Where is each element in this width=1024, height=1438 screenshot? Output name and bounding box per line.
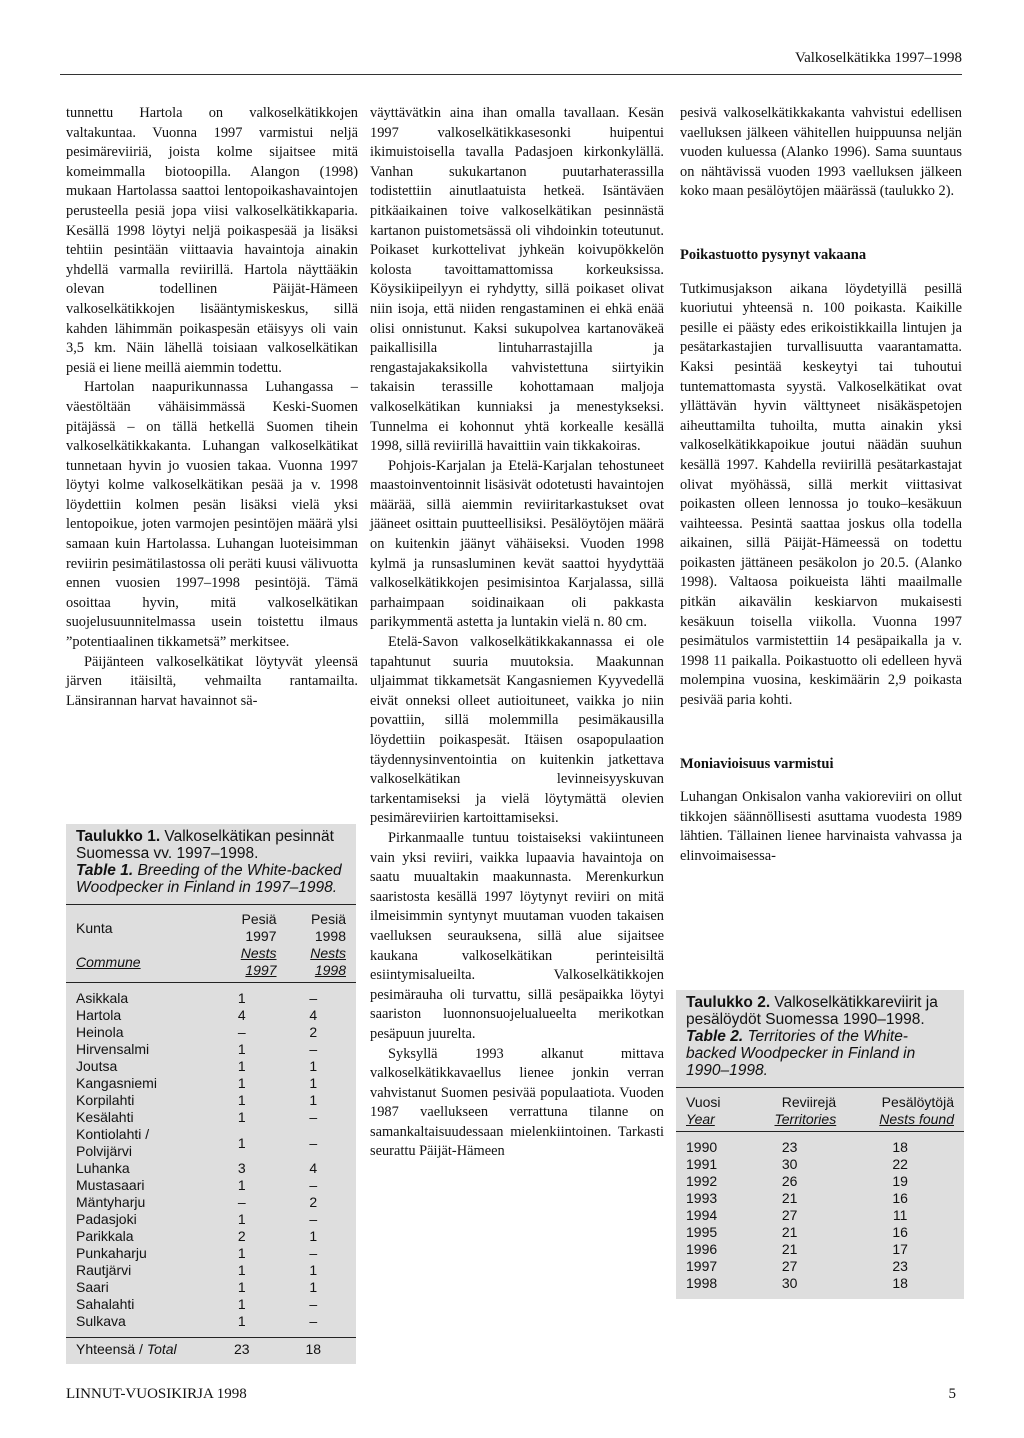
table-cell: 21 [781,1241,798,1257]
table-header: Vuosi [686,1094,721,1110]
table-cell: 1996 [686,1241,718,1257]
table-cell: Punkaharju [76,1245,147,1261]
table-cell: 21 [781,1224,798,1240]
table-cell: Heinola [76,1024,124,1040]
table-cell: 4 [237,1007,246,1023]
table-cell: 1 [237,990,246,1006]
section-heading: Moniavioisuus varmistui [680,755,834,772]
table-cell: 1995 [686,1224,718,1240]
header-title: Valkoselkätikka 1997–1998 [794,50,962,66]
column-3 [680,104,962,867]
table-cell: 1 [237,1313,246,1329]
table-header: Reviirejä [781,1094,837,1110]
table-cell: 1 [237,1109,246,1125]
table-cell: 1994 [686,1207,718,1223]
table-header-en: Nests 1998 [277,945,356,983]
table-cell: 18 [892,1275,908,1291]
table-header: Pesiä 1998 [310,911,346,944]
table-row [676,1132,964,1157]
table-cell: 1 [237,1134,246,1151]
table-cell: 1990 [686,1139,718,1155]
table-cell: 17 [892,1241,908,1257]
table-row [66,1245,356,1262]
table-cell: 1993 [686,1190,718,1206]
table-cell: – [237,1194,246,1210]
total-1998: 18 [305,1341,322,1357]
table-row [66,1024,356,1041]
table-cell: – [309,1109,318,1125]
table-cell: Kangasniemi [76,1075,157,1091]
table-cell: 1991 [686,1156,718,1172]
table-cell: Mäntyharju [76,1194,146,1210]
table-row [66,983,356,1008]
table-cell: 27 [781,1207,798,1223]
table-row [66,1194,356,1211]
table-row [66,1126,356,1160]
table-cell: Parikkala [76,1228,134,1244]
table-row [676,1173,964,1190]
table-cell: 1 [309,1075,318,1091]
table-cell: 21 [781,1190,798,1206]
paragraph: Pirkanmaalle tuntuu toistaiseksi vakiintuneen vain yksi reviiri, vaikka lupaavia havaintoja on saatu muualtakin maakunnasta. Merenkurkun saaristosta kesällä 1997 löytynyt reviiri on mitä ilmeisimmin syntynyt muutaman vuoden takaisen vaelluksen seurauksena, sillä alue sijaitsee kaukana valkoselkätikan perinteisiltä esiintymisalueilta. Valkoselkätikkojen pesimärauha oli turvattu, sillä pesäpaikka löytyi saariston luonnonsuojelualueelta merikotkan pesäpuun juurelta. [370,829,664,1042]
table-cell: 1 [237,1296,246,1312]
table-cell: 4 [309,1007,318,1023]
table-cell: Rautjärvi [76,1262,132,1278]
table-cell: 19 [892,1173,908,1189]
table-row [66,1279,356,1296]
table-cell: 18 [892,1139,908,1155]
table-1-caption-fi: Taulukko 1. Valkoselkätikan pesinnät Suomessa vv. 1997–1998. [76,828,334,862]
table-1 [66,824,356,1364]
table-cell: – [309,1245,318,1261]
table-row [66,1109,356,1126]
table-row [676,1258,964,1275]
table-2-caption-en: Table 2. Territories of the White-backed Woodpecker in Finland in 1990–1998. [686,1028,916,1079]
table-header-en: Nests found [836,1111,964,1132]
table-1-grid [66,904,356,1364]
running-header [60,48,962,75]
table-cell: 1 [237,1041,246,1057]
table-cell: Luhanka [76,1160,130,1176]
paragraph: tunnettu Hartola on valkoselkätikkojen valtakuntaa. Vuonna 1997 varmistui neljä pesimäreviiriä, joista kolme sijaitsee mitä komeimmalla biotoopilla. Alangon (1998) mukaan Hartolassa saattoi lentopoikashavaintojen perusteella pesiä jopa viisi valkoselkätikkaparia. Kesällä 1998 löytyi neljä poikaspesää ja lisäksi tehtiin pesintään viittaavia havaintoja ainakin yhdellä varmalla reviirillä. Hartola näyttääkin olevan todellinen Päijät-Hämeen valkoselkätikkojen lisääntymiskeskus, sillä kahden lähimmän poikaspesän etäisyys oli vain 3,5 km. Näin lähellä toisiaan valkoselkätikan pesiä ei liene meillä aiemmin todettu. [66,105,358,376]
table-cell: 3 [237,1160,246,1176]
table-row [66,1313,356,1338]
table-row [66,1058,356,1075]
table-header: Pesälöytöjä [881,1094,954,1110]
table-cell: 1 [237,1262,246,1278]
table-row [676,1190,964,1207]
total-label: Yhteensä / Total [76,1341,177,1357]
table-cell: 1997 [686,1258,718,1274]
footer-journal: LINNUT-VUOSIKIRJA 1998 [66,1386,247,1402]
table-cell: 22 [892,1156,908,1172]
paragraph: Hartolan naapurikunnassa Luhangassa – väestöltään vähäisimmässä Keski-Suomen pitäjässä – on tällä hetkellä Suomen tihein valkoselkätikkakanta. Luhangan valkoselkätikat tunnetaan hyvin jo vuosien takaa. Vuonna 1997 löytyi kolme valkoselkätikan pesää ja v. 1998 löydettiin kolmen pesän lisäksi vielä yksi lentopoikue, joten varmojen pesintöjen määrä ylsi samaan kuin Hartolassa. Luhangan luoteisimman reviirin pesimätilastossa oli peräti kuusi välivuotta ennen vuosien 1997–1998 pesintöjä. Tämä osoittaa hyvin, mitä valkoselkätikan suojelusuunnitelmassa usein toistettu ilmaus ”potentiaalinen tikkametsä” merkitsee. [66,379,358,651]
table-cell: 1 [309,1279,318,1295]
paragraph: Päijänteen valkoselkätikat löytyvät yleensä järven itäisiltä, vehmailta rantamailta. Länsirannan harvat havainnot sä- [66,653,358,709]
table-cell: Sahalahti [76,1296,135,1312]
table-cell: – [309,1211,318,1227]
table-cell: 16 [892,1190,908,1206]
table-cell: 30 [781,1156,798,1172]
table-cell: 1 [237,1279,246,1295]
table-cell: 1 [237,1075,246,1091]
table-row [676,1156,964,1173]
table-2-grid [676,1087,964,1299]
table-2 [676,990,964,1299]
column-2 [370,104,664,1162]
table-cell: Joutsa [76,1058,118,1074]
table-2-caption-fi: Taulukko 2. Valkoselkätikkareviirit ja pesälöydöt Suomessa 1990–1998. [686,994,938,1028]
table-row [66,1296,356,1313]
table-cell: 2 [309,1194,318,1210]
table-cell: 1992 [686,1173,718,1189]
paragraph: Syksyllä 1993 alkanut mittava valkoselkätikkavaellus lienee jonkin verran vahvistanut Suomen pesivää populaatiota. Vuoden 1987 vaellukseen verrattuna tilanne on samankaltaisuudessaan mielenkiintoinen. Tarkasti seurattu Päijät-Hämeen [370,1045,664,1160]
paragraph: Tutkimusjakson aikana löydetyillä pesillä kuoriutui yhteensä n. 100 poikasta. Kaikille pesille ei päästy edes erikoistikkailla lintujen ja pesätarkastajien turvallisuutta vaarantamatta. Kaksi pesintää keskeytyi tai tuhoutui tuntemattomasta syystä. Valkoselkätikat ovat yllättävän hyvin välttyneet nisäkäspetojen aiheuttamilta tuhoilta, mutta ainakin yksi valkoselkätikkapoikue joutui näädän suuhun kesällä 1997. Kahdella reviirillä pesätarkastajat olivat myöhässä, sillä merkit viittasivat poikasten olleen lennossa jo touko–kesäkuun vaihteessa. Pesintä saattaa joskus olla todella aikainen, sillä Päijät-Hämeessä on todettu poikasten jättäneen pesäkolon jo 20.5. (Alanko 1998). Valtaosa poikueista lähti maailmalle pitkän aikavälin keskiarvon mukaisesti kesäkuun toisella viikolla. Vuonna 1997 pesimätulos varmistettiin 14 pesäpaikalla ja v. 1998 11 paikalla. Poikastuotto oli edelleen hyvä molempina vuosina, keskimäärin 2,9 poikasta pesivää paria kohti. [680,280,962,709]
table-row [676,1241,964,1258]
table-header-en: Year [676,1111,743,1132]
table-cell: – [237,1024,246,1040]
table-cell: 1 [237,1092,246,1108]
table-cell: 2 [309,1024,318,1040]
table-cell: – [309,990,318,1006]
table-header-en: Territories [743,1111,836,1132]
table-header-en: Nests 1997 [207,945,276,983]
table-cell: 30 [781,1275,798,1291]
table-cell: 1 [237,1177,246,1193]
paragraph: väyttävätkin aina ihan omalla tavallaan. Kesän 1997 valkoselkätikkasesonki huipentui ikimuistoisella tavalla Padasjoen kirkonkylällä. Vanhan sukukartanon puutarhaterassilla todistettiin ainutlaatuista hetkeä. Isäntäväen pitkäaikainen toive valkoselkätikan pesinnästä kartanon puistometsässä oli vihdoinkin toteutunut. Poikaset kurkottelivat jyhkeän koivupökkelön kolosta tavoittamattomissa korkeuksissa. Köysikiipeilyyn ei ryhdytty, sillä poikaset olivat niin isoja, että niiden rengastaminen ei ehkä enää olisi onnistunut. Kaksi sukupolvea kartanoväkeä paikallisilla lintuharrastajilla ja rengastajakaksikolla vahvistettuna siirtyikin takaisin terassille kohottamaan maljoja valkoselkätikan kunniaksi ja menestykseksi. Tunnelma ei kohonnut yhtä korkealle kesällä 1998, sillä reviirillä havaittiin vain tikkakoiras. [370,105,664,455]
table-cell: 1998 [686,1275,718,1291]
table-cell: 1 [309,1228,318,1244]
table-cell: – [309,1296,318,1312]
table-cell: 1 [237,1211,246,1227]
paragraph: Etelä-Savon valkoselkätikkakannassa ei ole tapahtunut suuria muutoksia. Maakunnan uljaimmat tikkametsät Kangasniemen Kyyvedellä eivät onneksi olleet autioituneet, vaikka jo niin povattiin, sillä molemmilla pesimäkausilla löydettiin poikaspesät. Itäisen osapopulaation täydennysinventointia on kuitenkin jatkettava valkoselkätikan levinneisyyskuvan tarkentamiseksi ja vielä löytymättä olevien pesimäreviirien kartoittamiseksi. [370,634,664,827]
table-cell: Hartola [76,1007,122,1023]
table-cell: 4 [309,1160,318,1176]
table-row [676,1224,964,1241]
table-cell: Padasjoki [76,1211,137,1227]
paragraph: Pohjois-Karjalan ja Etelä-Karjalan tehostuneet maastoinventoinnit lisäsivät odotetusti havaintojen määrää, sillä aiemmin reviiritarkastukset ovat jääneet osittain puutteellisiksi. Pesälöytöjen määrä on kuitenkin jäänyt vähäiseksi. Vuoden 1998 kylmä ja runsasluminen kevät saattoi hyydyttää valkoselkätikkojen pesimisintoa Karjalassa, sillä parhaimpaan soidinaikaan oli pakkasta parikymmentä astetta ja luntakin vielä n. 80 cm. [370,457,664,631]
table-cell: 1 [237,1058,246,1074]
table-row [66,1228,356,1245]
table-cell: Kontiolahti / Polvijärvi [76,1126,150,1159]
table-cell: – [309,1177,318,1193]
column-1 [66,104,358,711]
table-cell: Korpilahti [76,1092,135,1108]
table-row [66,1262,356,1279]
table-cell: 23 [892,1258,908,1274]
table-row [66,1007,356,1024]
table-cell: Asikkala [76,990,129,1006]
table-header: Pesiä 1997 [241,911,277,944]
table-cell: 16 [892,1224,908,1240]
table-cell: Saari [76,1279,109,1295]
table-row [66,1041,356,1058]
table-cell: Kesälahti [76,1109,134,1125]
table-cell: – [309,1041,318,1057]
table-cell: 27 [781,1258,798,1274]
table-header-en: Commune [66,945,207,983]
table-total-row [66,1338,356,1365]
total-1997: 23 [233,1341,250,1357]
table-row [66,1075,356,1092]
table-cell: 23 [781,1139,798,1155]
table-row [66,1211,356,1228]
table-header: Kunta [76,919,113,936]
table-cell: 2 [237,1228,246,1244]
paragraph: Luhangan Onkisalon vanha vakioreviiri on ollut tikkojen säännöllisesti asuttama vuodesta 1989 lähtien. Tällainen lienee harvinaista vahvassa ja elinvoimaisessa- [680,789,962,864]
table-row [676,1275,964,1299]
table-cell: 26 [781,1173,798,1189]
paragraph: pesivä valkoselkätikkakanta vahvistui edellisen vaelluksen jälkeen vähitellen huippuunsa neljän vuoden kuluessa (Alanko 1996). Sama suuntaus on nähtävissä vuoden 1993 vaelluksen jälkeen koko maan pesälöytöjen määrässä (taulukko 2). [680,105,962,200]
table-row [66,1160,356,1177]
table-row [66,1177,356,1194]
table-cell: 1 [237,1245,246,1261]
table-row [676,1207,964,1224]
table-cell: – [309,1313,318,1329]
table-row [66,1092,356,1109]
table-cell: 1 [309,1058,318,1074]
table-cell: 1 [309,1262,318,1278]
table-cell: Hirvensalmi [76,1041,150,1057]
table-cell: 11 [892,1207,908,1223]
table-cell: Mustasaari [76,1177,145,1193]
section-heading: Poikastuotto pysynyt vakaana [680,246,867,263]
table-cell: – [309,1134,318,1151]
table-1-caption-en: Table 1. Breeding of the White-backed Woodpecker in Finland in 1997–1998. [76,862,342,896]
page-number: 5 [948,1386,956,1402]
table-cell: Sulkava [76,1313,126,1329]
table-cell: 1 [309,1092,318,1108]
